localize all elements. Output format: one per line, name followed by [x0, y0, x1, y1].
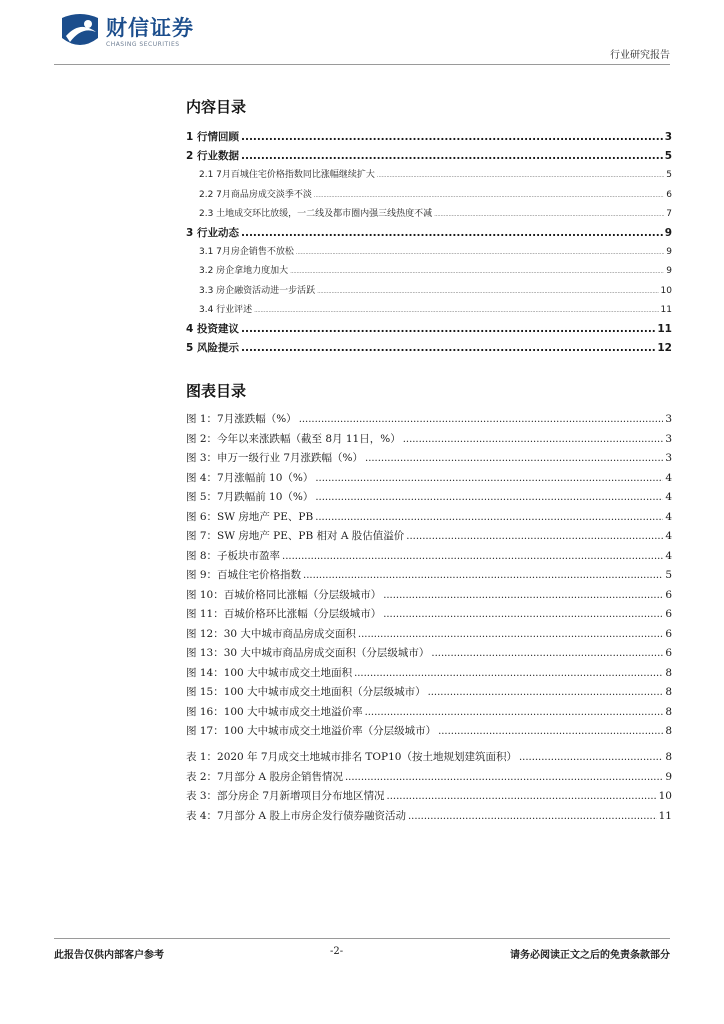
dot-leader [317, 282, 658, 302]
dot-leader [299, 410, 664, 430]
toc-entry[interactable] [186, 430, 672, 450]
toc-entry-title: 3.2 房企拿地力度加大 [199, 266, 289, 277]
toc-entry-title: 4 投资建议 [186, 322, 239, 335]
footer-notice: 请务必阅读正文之后的免责条款部分 [510, 950, 670, 961]
toc-entry[interactable] [186, 664, 672, 684]
toc-entry-page: 6 [665, 647, 672, 659]
toc-entry-title: 2.1 7月百城住宅价格指数同比涨幅继续扩大 [199, 170, 375, 181]
dot-leader [254, 301, 658, 321]
dot-leader [315, 469, 663, 489]
toc-entry-page: 3 [665, 452, 672, 464]
dot-leader [365, 703, 664, 723]
toc-entry[interactable] [186, 262, 672, 281]
dot-leader [408, 807, 657, 827]
dot-leader [315, 488, 663, 508]
toc-entry-title: 5 风险提示 [186, 342, 239, 355]
toc-entry[interactable] [186, 205, 672, 224]
toc-entry-title: 图 1：7月涨跌幅（%） [186, 413, 297, 425]
toc-entry-page: 4 [665, 471, 672, 484]
toc-entry[interactable] [186, 282, 672, 301]
logo-chinese-name: 财信证券 [106, 16, 194, 40]
dot-leader [438, 722, 663, 742]
toc-entry[interactable] [186, 339, 672, 358]
toc-entry-page: 8 [665, 686, 672, 698]
toc-entry-title: 图 13：30 大中城市商品房成交面积（分层级城市） [186, 647, 430, 659]
toc-entry[interactable] [186, 644, 672, 664]
toc-entry[interactable] [186, 128, 672, 147]
logo-english-name: CHASING SECURITIES [106, 41, 180, 48]
toc-entry-title: 表 4：7月部分 A 股上市房企发行债券融资活动 [186, 809, 406, 822]
toc-entry-page: 3 [665, 413, 672, 425]
toc-entry[interactable] [186, 683, 672, 703]
figure-list [186, 410, 672, 742]
toc-entry-page: 6 [665, 608, 672, 620]
toc-entry-title: 表 1：2020 年 7月成交土地城市排名 TOP10（按土地规划建筑面积） [186, 751, 517, 763]
toc-entry-page: 4 [665, 491, 672, 503]
toc-entry[interactable] [186, 320, 672, 339]
toc-entry[interactable] [186, 703, 672, 723]
toc-entry[interactable] [186, 469, 672, 489]
dot-leader [377, 166, 664, 186]
dot-leader [314, 186, 664, 206]
dot-leader [296, 243, 664, 263]
toc-entry-title: 图 11：百城价格环比涨幅（分层级城市） [186, 608, 382, 620]
toc-entry-page: 9 [666, 266, 672, 277]
dot-leader [383, 605, 663, 625]
toc-entry-page: 5 [666, 170, 672, 181]
toc-entry[interactable] [186, 410, 672, 430]
toc-entry-page: 8 [665, 725, 672, 737]
toc-entry[interactable] [186, 301, 672, 320]
dot-leader [241, 224, 663, 243]
company-logo [58, 12, 218, 56]
toc-entry[interactable] [186, 605, 672, 625]
toc-entry-page: 11 [660, 304, 672, 315]
toc-entry-title: 图 5：7月跌幅前 10（%） [186, 491, 314, 503]
toc-entry-title: 图 8：子板块市盈率 [186, 549, 281, 562]
toc-entry[interactable] [186, 586, 672, 606]
toc-entry-page: 9 [665, 770, 672, 783]
toc-entry-page: 3 [664, 131, 672, 143]
footer-disclaimer: 此报告仅供内部客户参考 [54, 950, 164, 961]
toc-entry-title: 3.1 7月房企销售不放松 [199, 247, 294, 258]
table-of-contents [186, 128, 672, 358]
toc-entry-page: 6 [665, 627, 672, 640]
toc-entry-title: 3.3 房企融资活动进一步活跃 [199, 285, 316, 296]
toc-entry[interactable] [186, 722, 672, 742]
toc-entry[interactable] [186, 787, 672, 807]
toc-entry-title: 表 3：部分房企 7月新增项目分布地区情况 [186, 790, 385, 802]
page-number: -2- [330, 946, 344, 957]
toc-entry-page: 8 [665, 666, 672, 679]
header-divider [54, 64, 670, 65]
figures-title: 图表目录 [186, 382, 247, 400]
dot-leader [354, 664, 663, 684]
toc-entry[interactable] [186, 625, 672, 645]
dot-leader [365, 449, 663, 469]
toc-entry[interactable] [186, 488, 672, 508]
toc-entry-title: 图 2：今年以来涨跌幅（截至 8月 11日，%） [186, 432, 401, 445]
dot-leader [345, 768, 663, 788]
toc-entry-title: 图 9：百城住宅价格指数 [186, 569, 302, 581]
toc-entry-title: 2 行业数据 [186, 150, 239, 163]
toc-entry-title: 图 14：100 大中城市成交土地面积 [186, 666, 353, 679]
dot-leader [241, 128, 663, 147]
toc-entry-title: 3.4 行业评述 [199, 304, 253, 315]
toc-entry-title: 3 行业动态 [186, 226, 239, 239]
toc-entry[interactable] [186, 566, 672, 586]
toc-entry-page: 11 [658, 809, 672, 822]
dot-leader [241, 320, 655, 339]
toc-entry-page: 8 [665, 705, 672, 718]
toc-entry-title: 图 17：100 大中城市成交土地溢价率（分层级城市） [186, 725, 437, 737]
report-category: 行业研究报告 [610, 50, 670, 61]
toc-entry-title: 图 7：SW 房地产 PE、PB 相对 A 股估值溢价 [186, 530, 405, 542]
dot-leader [241, 147, 663, 166]
toc-entry-title: 1 行情回顾 [186, 131, 239, 143]
toc-entry-page: 9 [664, 226, 672, 239]
toc-entry-page: 4 [665, 549, 672, 562]
dot-leader [428, 683, 664, 703]
toc-entry-page: 5 [665, 569, 672, 581]
toc-entry-title: 2.2 7月商品房成交淡季不淡 [199, 189, 312, 200]
toc-entry-title: 图 10：百城价格同比涨幅（分层级城市） [186, 588, 382, 601]
toc-entry-page: 4 [665, 530, 672, 542]
chasing-securities-logo-icon [58, 12, 102, 52]
toc-entry-title: 图 4：7月涨幅前 10（%） [186, 471, 314, 484]
toc-entry-title: 图 3：申万一级行业 7月涨跌幅（%） [186, 452, 364, 464]
dot-leader [403, 430, 664, 450]
footer-divider [54, 938, 670, 939]
dot-leader [358, 625, 663, 645]
page-header [0, 0, 724, 68]
toc-entry-page: 3 [665, 432, 672, 445]
toc-entry-title: 图 12：30 大中城市商品房成交面积 [186, 627, 356, 640]
toc-entry-page: 6 [666, 189, 672, 200]
toc-entry-title: 表 2：7月部分 A 股房企销售情况 [186, 770, 343, 783]
toc-entry[interactable] [186, 508, 672, 528]
toc-entry[interactable] [186, 224, 672, 243]
toc-entry-page: 7 [666, 208, 672, 219]
toc-entry[interactable] [186, 449, 672, 469]
dot-leader [431, 644, 663, 664]
toc-entry-title: 图 16：100 大中城市成交土地溢价率 [186, 705, 363, 718]
dot-leader [303, 566, 663, 586]
toc-entry[interactable] [186, 243, 672, 262]
toc-entry[interactable] [186, 186, 672, 205]
toc-entry[interactable] [186, 527, 672, 547]
dot-leader [315, 508, 663, 528]
toc-entry-title: 2.3 土地成交环比放缓，一二线及都市圈内强三线热度不减 [199, 208, 433, 219]
toc-entry-title: 图 6：SW 房地产 PE、PB [186, 510, 314, 523]
dot-leader [241, 339, 655, 358]
toc-entry-page: 10 [658, 790, 672, 802]
toc-entry-title: 图 15：100 大中城市成交土地面积（分层级城市） [186, 686, 426, 698]
dot-leader [406, 527, 663, 547]
toc-title: 内容目录 [186, 98, 247, 116]
toc-entry-page: 11 [657, 322, 672, 335]
toc-entry[interactable] [186, 166, 672, 185]
toc-entry-page: 4 [665, 510, 672, 523]
table-list [186, 748, 672, 826]
dot-leader [387, 787, 657, 807]
dot-leader [290, 262, 664, 282]
toc-entry[interactable] [186, 147, 672, 166]
toc-entry[interactable] [186, 547, 672, 567]
dot-leader [434, 205, 664, 225]
toc-entry-page: 9 [666, 247, 672, 258]
toc-entry[interactable] [186, 807, 672, 827]
toc-entry[interactable] [186, 748, 672, 768]
dot-leader [282, 547, 663, 567]
toc-entry[interactable] [186, 768, 672, 788]
toc-entry-page: 5 [664, 150, 672, 163]
toc-entry-page: 6 [665, 588, 672, 601]
dot-leader [519, 748, 663, 768]
dot-leader [383, 586, 663, 606]
toc-entry-page: 8 [665, 751, 672, 763]
toc-entry-page: 12 [657, 342, 672, 355]
toc-entry-page: 10 [660, 285, 672, 296]
